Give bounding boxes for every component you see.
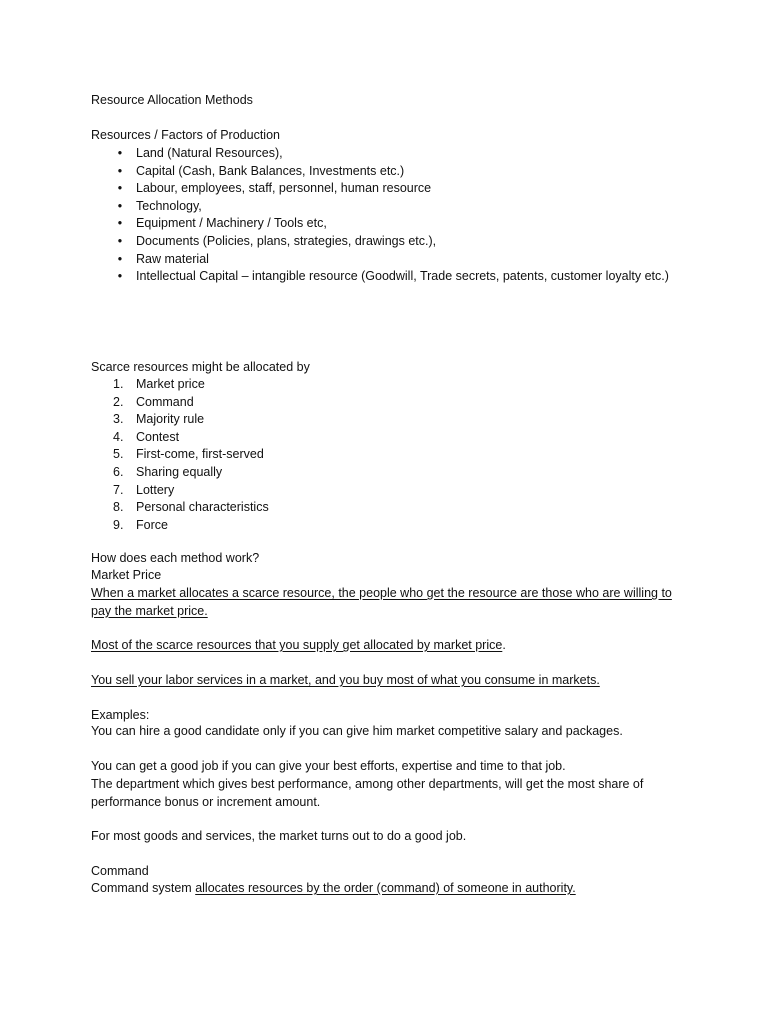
market-price-heading: Market Price — [91, 568, 162, 582]
list-item: • Raw material — [91, 251, 681, 269]
list-item: • Equipment / Machinery / Tools etc, — [91, 215, 681, 233]
bullet-icon: • — [117, 233, 123, 248]
resources-heading: Resources / Factors of Production — [91, 128, 280, 142]
resources-list — [91, 145, 681, 286]
document-title: Resource Allocation Methods — [91, 93, 253, 107]
list-item: • Documents (Policies, plans, strategies, drawings etc.), — [91, 233, 681, 251]
command-heading: Command — [91, 864, 149, 878]
list-item: 4. Contest — [113, 429, 180, 444]
list-item: 7. Lottery — [113, 482, 175, 497]
bullet-icon: • — [117, 163, 123, 178]
bullet-icon: • — [117, 216, 123, 231]
market-price-paragraph: When a market allocates a scarce resource, the people who get the resource are those who are willing to pay the market price. — [91, 586, 672, 618]
bullet-icon: • — [117, 146, 123, 160]
example-job: You can get a good job if you can give your best efforts, expertise and time to that job. — [91, 759, 566, 773]
methods-list — [91, 376, 681, 534]
bullet-icon: • — [117, 198, 123, 213]
bullet-icon: • — [117, 251, 123, 266]
example-hire: You can hire a good candidate only if you can give him market competitive salary and packages. — [91, 724, 623, 738]
list-item: • Land (Natural Resources), — [91, 145, 681, 163]
list-item: 5. First-come, first-served — [113, 447, 264, 462]
market-price-supply-paragraph: Most of the scarce resources that you supply get allocated by market price. — [91, 638, 506, 652]
list-item: 9. Force — [113, 517, 168, 532]
bullet-icon: • — [117, 269, 123, 284]
bullet-icon: • — [117, 181, 123, 196]
example-department: The department which gives best performance, among other departments, will get the most share of performance bonus or increment amount. — [91, 777, 644, 809]
how-heading: How does each method work? — [91, 551, 260, 565]
scarce-heading: Scarce resources might be allocated by — [91, 360, 310, 374]
examples-label: Examples: — [91, 708, 150, 722]
labor-services-paragraph: You sell your labor services in a market, and you buy most of what you consume in markets. — [91, 673, 600, 687]
list-item: 8. Personal characteristics — [113, 500, 269, 515]
market-conclusion: For most goods and services, the market turns out to do a good job. — [91, 829, 467, 843]
list-item: • Intellectual Capital – intangible resource (Goodwill, Trade secrets, patents, customer loyalty etc.) — [91, 268, 681, 286]
list-item: • Technology, — [91, 198, 681, 216]
list-item: 3. Majority rule — [113, 412, 205, 427]
list-item: 2. Command — [113, 394, 194, 409]
command-paragraph: Command system allocates resources by the order (command) of someone in authority. — [91, 881, 576, 895]
list-item: • Capital (Cash, Bank Balances, Investments etc.) — [91, 163, 681, 181]
list-item: 1. Market price — [113, 377, 205, 391]
list-item: 6. Sharing equally — [113, 464, 223, 479]
list-item: • Labour, employees, staff, personnel, human resource — [91, 180, 681, 198]
